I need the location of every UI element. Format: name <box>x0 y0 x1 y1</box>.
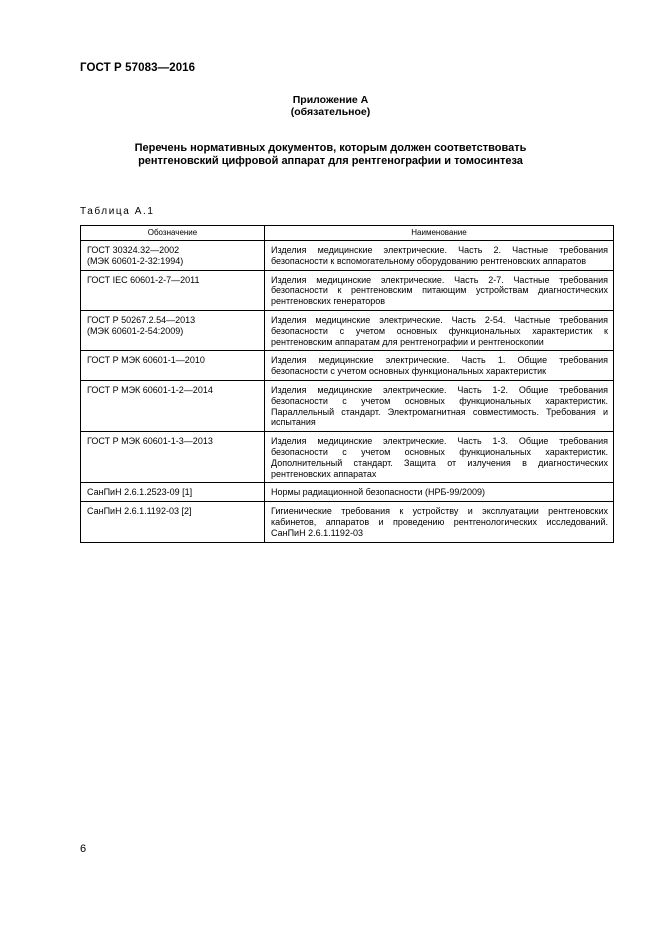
document-code-cell <box>81 351 265 381</box>
table-row <box>81 310 614 350</box>
page-number: 6 <box>80 843 87 855</box>
document-name: Гигиенические требования к устройству и эксплуатации рентгеновских кабинетов, аппаратов и проведению рентгенологических исследований. СанПиН 2.6.1.1192-03 <box>265 502 614 542</box>
column-header-designation: Обозначение <box>81 226 265 241</box>
document-name: Изделия медицинские электрические. Часть 2-7. Частные требования безопасности к рентгеновским питающим устройствам диагностических рентгеновских генераторов <box>265 270 614 310</box>
table-caption: Таблица А.1 <box>80 206 155 217</box>
document-name: Изделия медицинские электрические. Часть 1-2. Общие требования безопасности с учетом основных функциональных характеристик. Параллельный стандарт. Электромагнитная совместимость. Требования и испытания <box>265 380 614 431</box>
document-code-cell <box>81 241 265 271</box>
appendix-title: Приложение А <box>292 94 369 106</box>
document-code-cell <box>81 483 265 502</box>
document-name: Изделия медицинские электрические. Часть 1. Общие требования безопасности с учетом основных функциональных характеристик <box>265 351 614 381</box>
document-code-cell <box>81 310 265 350</box>
document-name: Нормы радиационной безопасности (НРБ-99/2009) <box>265 483 614 502</box>
normative-documents-table <box>80 225 614 543</box>
section-heading-line-1: Перечень нормативных документов, которым должен соответствовать <box>134 142 527 154</box>
section-heading-line-2: рентгеновский цифровой аппарат для рентгенографии и томосинтеза <box>138 155 523 167</box>
document-header: ГОСТ Р 57083—2016 <box>80 62 196 74</box>
document-code-international: (МЭК 60601-2-54:2009) <box>87 325 184 336</box>
document-name: Изделия медицинские электрические. Часть 2-54. Частные требования безопасности с учетом основных функциональных характеристик к рентгеновским аппаратам для рентгенографии и рентгеноскопии <box>265 310 614 350</box>
document-code-cell <box>81 380 265 431</box>
document-code: ГОСТ IEC 60601-2-7—2011 <box>87 274 200 285</box>
document-code: ГОСТ Р МЭК 60601-1—2010 <box>87 355 205 366</box>
document-code-international: (МЭК 60601-2-32:1994) <box>87 255 184 266</box>
appendix-status: (обязательное) <box>290 106 371 118</box>
document-code-cell <box>81 502 265 542</box>
document-code: СанПиН 2.6.1.2523-09 [1] <box>87 487 193 498</box>
table-row <box>81 270 614 310</box>
document-code: ГОСТ Р МЭК 60601-1-2—2014 <box>87 384 213 395</box>
table-row <box>81 483 614 502</box>
table-row <box>81 241 614 271</box>
document-code-cell <box>81 270 265 310</box>
document-code: ГОСТ Р МЭК 60601-1-3—2013 <box>87 436 213 447</box>
document-code: СанПиН 2.6.1.1192-03 [2] <box>87 506 192 517</box>
table-row <box>81 432 614 483</box>
document-name: Изделия медицинские электрические. Часть 2. Частные требования безопасности к вспомогательному оборудованию рентгеновских аппаратов <box>265 241 614 271</box>
table-header-row <box>81 226 614 241</box>
document-code: ГОСТ 30324.32—2002 <box>87 245 180 255</box>
document-code-cell <box>81 432 265 483</box>
document-code: ГОСТ Р 50267.2.54—2013 <box>87 314 196 325</box>
table-row <box>81 351 614 381</box>
document-name: Изделия медицинские электрические. Часть 1-3. Общие требования безопасности с учетом основных функциональных характеристик. Дополнительный стандарт. Защита от излучения в диагностических рентгеновских аппаратах <box>265 432 614 483</box>
table-row <box>81 380 614 431</box>
column-header-name: Наименование <box>265 226 614 241</box>
table-row <box>81 502 614 542</box>
